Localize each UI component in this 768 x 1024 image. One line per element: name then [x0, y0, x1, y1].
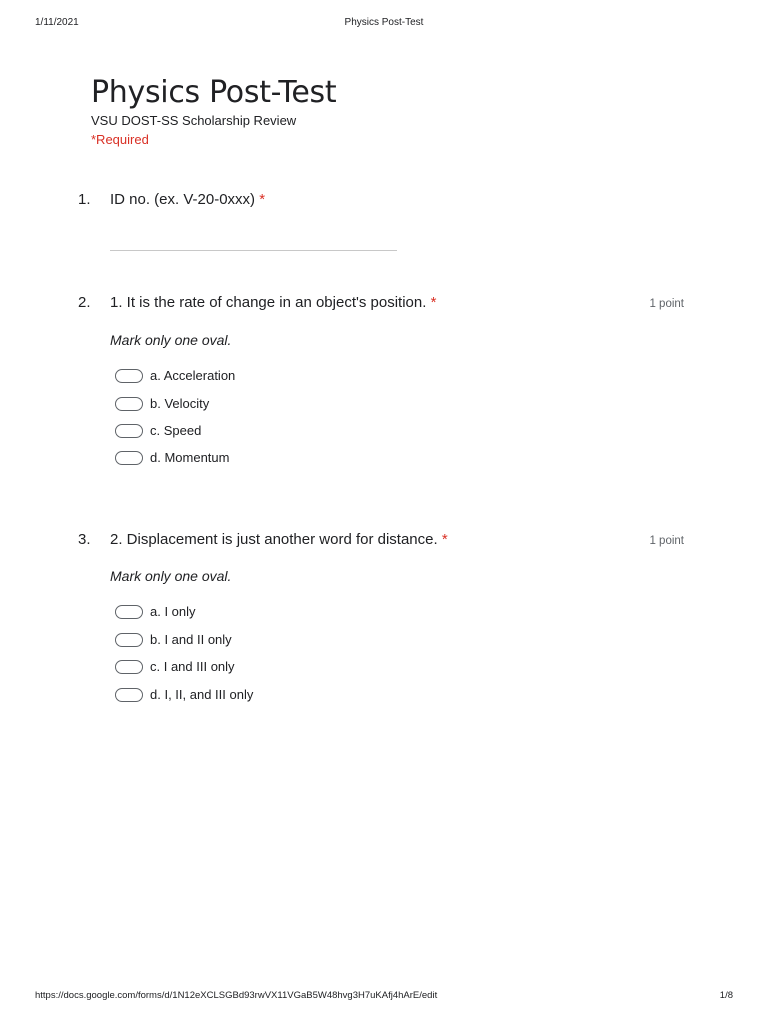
- option-label: d. Momentum: [150, 450, 230, 465]
- oval-radio[interactable]: [115, 397, 143, 411]
- option-label: d. I, II, and III only: [150, 687, 254, 702]
- oval-radio[interactable]: [115, 660, 143, 674]
- question-2-option-c[interactable]: [115, 422, 201, 440]
- oval-radio[interactable]: [115, 633, 143, 647]
- question-2-text: [110, 293, 436, 313]
- form-description: VSU DOST-SS Scholarship Review: [91, 113, 297, 128]
- question-3-label: 2. Displacement is just another word for distance.: [110, 531, 438, 548]
- print-url: https://docs.google.com/forms/d/1N12eXCLSGBd93rwVX11VGaB5W48hvg3H7uKAfj4hArE/edit: [35, 990, 438, 1001]
- question-2-number: 2.: [78, 294, 91, 311]
- option-label: b. Velocity: [150, 396, 210, 411]
- oval-radio[interactable]: [115, 451, 143, 465]
- required-star: *: [430, 294, 437, 311]
- oval-radio[interactable]: [115, 424, 143, 438]
- question-2-option-d[interactable]: [115, 449, 229, 467]
- print-page-number: 1/8: [719, 990, 733, 1001]
- print-footer: [35, 990, 733, 1004]
- required-star: *: [441, 531, 448, 548]
- print-page-title: Physics Post-Test: [344, 17, 424, 28]
- option-label: a. I only: [150, 604, 196, 619]
- id-answer-field[interactable]: [110, 250, 397, 251]
- form-title: Physics Post-Test: [91, 75, 337, 110]
- question-3-points: 1 point: [649, 535, 684, 547]
- option-label: a. Acceleration: [150, 368, 236, 383]
- question-3-option-d[interactable]: [115, 686, 253, 704]
- oval-radio[interactable]: [115, 688, 143, 702]
- question-1-number: 1.: [78, 191, 91, 208]
- option-label: b. I and II only: [150, 632, 232, 647]
- question-2-option-b[interactable]: [115, 395, 209, 413]
- oval-radio[interactable]: [115, 369, 143, 383]
- required-note: *Required: [91, 132, 149, 147]
- question-3-option-a[interactable]: [115, 603, 196, 621]
- required-star: *: [259, 191, 266, 208]
- question-3-number: 3.: [78, 531, 91, 548]
- print-date: 1/11/2021: [35, 17, 79, 28]
- print-header: [35, 17, 733, 31]
- question-2-option-a[interactable]: [115, 367, 235, 385]
- question-3-option-c[interactable]: [115, 658, 235, 676]
- question-2-instruction: Mark only one oval.: [110, 332, 232, 348]
- option-label: c. Speed: [150, 423, 202, 438]
- question-1-label: ID no. (ex. V-20-0xxx): [110, 191, 256, 208]
- option-label: c. I and III only: [150, 659, 235, 674]
- question-3-text: [110, 530, 448, 550]
- question-2-label: 1. It is the rate of change in an object's position.: [110, 294, 427, 311]
- question-2-points: 1 point: [649, 298, 684, 310]
- question-1-text: [110, 190, 265, 210]
- question-3-option-b[interactable]: [115, 631, 232, 649]
- question-3-instruction: Mark only one oval.: [110, 568, 232, 584]
- oval-radio[interactable]: [115, 605, 143, 619]
